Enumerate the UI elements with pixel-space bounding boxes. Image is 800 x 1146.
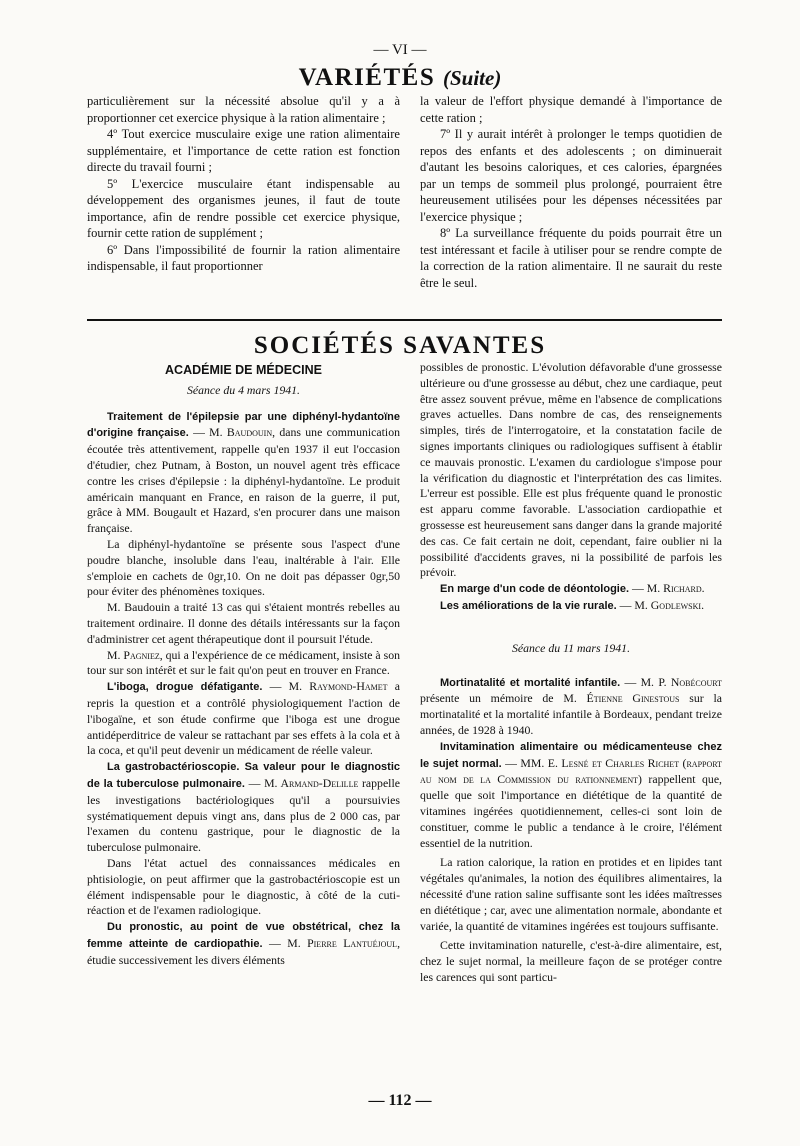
article-text: rappellent que, quelle que soit l'importance en diététique de la quantité de vitamines ingérées quotidiennement, celles-ci sont loin de constituer, comme le public a tendance à le croire, l'élément essentiel de la nutrition.: [420, 772, 723, 850]
paragraph: possibles de pronostic. L'évolution défavorable d'une grossesse ultérieure ou d'une grossesse au début, chez une cardiaque, peut être assez souvent prévue, même en l'absence de complications graves actuelles. Dans nombre de cas, des renseignements simples, tirés de l'interrogatoire, et la constatation facile de signes importants cliniques ou radiologiques suffisent à établir ce mauvais pronostic. L'examen du cardiologue s'impose pour la vérification du diagnostic et l'interprétation des cas limites. L'erreur est possible. Elle est plus fréquente quand le pronostic est apparu comme favorable. L'association cardiopathie et grossesse est heureusement sans danger dans la grande majorité des cas. Ce fait certain ne doit, cependant, faire oublier ni la possibilité d'accidents graves, ni la possibilité de parfois les prévoir.: [420, 360, 722, 580]
varietes-title-text: VARIÉTÉS: [298, 64, 436, 91]
article-epilepsie: Traitement de l'épilepsie par une diphényl-hydantoïne d'origine française. — M. Baudouin, dans une communication écoutée très attentivement, rappelle qu'en 1937 il eut l'occasion d'étudier, chez Putnam, à Boston, un nouvel agent très efficace contre les crises d'épilepsie : la diphényl-hydantoïne. Le produit américain manquant en France, en raison de la guerre, il put, grâce à MM. Bougault et Hazard, s'en procurer dans une maison française.: [87, 410, 400, 536]
article-rurale: Les améliorations de la vie rurale. — M. Godlewski.: [440, 597, 705, 612]
article-gastro: La gastrobactérioscopie. Sa valeur pour le diagnostic de la tuberculose pulmonaire. — M. Armand-Delille rappelle les investigations bactériologiques qu'il a poursuivies systématiquement depuis vingt ans, dans plus de 2 000 cas, par l'examen du contenu gastrique, pour le diagnostic de la tuberculose pulmonaire.: [87, 761, 400, 855]
paragraph: 4º Tout exercice musculaire exige une ration alimentaire supplémentaire, et l'importance de cette ration est fonction directe du travail fourni ;: [87, 127, 400, 174]
article-text: rappelle les investigations bactériologiques qu'il a poursuivies systématiquement depuis vingt ans, dans plus de 2 000 cas, par l'examen du contenu gastrique, pour le diagnostic de la tuberculose pulmonaire.: [87, 775, 400, 855]
varietes-right-column: [420, 93, 722, 291]
article-text: , dans une communication écoutée très attentivement, rappelle qu'en 1937 il eut l'occasion d'étudier, chez Putnam, à Boston, un nouvel agent très efficace contre les crises d'épilepsie : la diphényl-hydantoïne. Le produit américain manquant en France, en raison de la guerre, il put, grâce à MM. Bougault et Hazard, s'en procurer dans une maison française.: [87, 425, 400, 536]
folio-bottom: — 112 —: [368, 1092, 432, 1109]
article-text: , qui a l'expérience de ce médicament, insiste à son tour sur son intérêt et sur le fait qu'on peut en trouver en France.: [87, 647, 401, 678]
seance-date-1: Séance du 4 mars 1941.: [186, 382, 301, 397]
paragraph: la valeur de l'effort physique demandé à l'importance de cette ration ;: [420, 94, 722, 125]
section-title-varietes: [0, 64, 800, 92]
folio-top: — VI —: [373, 42, 427, 58]
article-author: M. Godlewski.: [634, 597, 705, 612]
article-title: En marge d'un code de déontologie.: [440, 583, 630, 596]
paragraph: Dans l'état actuel des connaissances médicales en phtisiologie, on peut affirmer que la gastrobactérioscopie est un élément indispensable pour le diagnostic, à côté de la cuti-réaction et de l'examen radiologique.: [87, 855, 400, 918]
paragraph: 6º Dans l'impossibilité de fournir la ration alimentaire indispensable, il faut proportionner: [87, 242, 400, 273]
section-divider: [87, 319, 722, 321]
paragraph: M. Baudouin a traité 13 cas qui s'étaient montrés rebelles au traitement ordinaire. Il donne des détails intéressants sur la façon d'administrer cet agent thérapeutique dont il poursuit l'étude.: [87, 600, 400, 646]
article-author: M. Raymond-Hamet: [288, 679, 388, 694]
article-author: M. P. Nobécourt: [640, 674, 722, 689]
article-author: M. Étienne Ginestous: [563, 691, 680, 706]
article-author: M. Richard.: [646, 581, 705, 596]
academie-heading: ACADÉMIE DE MÉDECINE: [165, 363, 322, 377]
article-title: Invitamination alimentaire ou médicamenteuse chez le sujet normal.: [420, 740, 722, 770]
paragraph: La diphényl-hydantoïne se présente sous l'aspect d'une poudre blanche, insoluble dans l'eau, inaltérable à l'air. Elle s'emploie en cachets de 0gr,10. On ne doit pas dépasser 0gr,50 pour éviter des phénomènes toxiques.: [87, 536, 400, 599]
paragraph: [87, 648, 400, 680]
article-pronostic: Du pronostic, au point de vue obstétrical, chez la femme atteinte de cardiopathie. — M. Pierre Lantuéjoul, étudie successivement les divers éléments: [87, 921, 401, 967]
article-author: M. Pierre Lantuéjoul: [287, 935, 398, 950]
paragraph: La ration calorique, la ration en protides et en lipides tant végétales qu'animales, la notion des équilibres alimentaires, la nécessité d'une ration saline suffisante sont les idées maîtresses en diététique ; car, avec une alimentation normale, abondante et variée, la quantité de vitamines ingérées est toujours suffisante.: [420, 855, 722, 933]
article-title: Mortinatalité et mortalité infantile.: [440, 676, 621, 689]
paragraph: particulièrement sur la nécessité absolue qu'il y a à proportionner cet exercice physique à la ration alimentaire ;: [87, 94, 400, 125]
societes-left-column: [87, 360, 400, 968]
article-invitamination: Invitamination alimentaire ou médicamenteuse chez le sujet normal. — MM. E. Lesné et Charles Richet (rapport au nom de la Commission du rationnement) rappellent que, quelle que soit l'importance en diététique de la quantité de vitamines ingérées quotidiennement, celles-ci sont loin de constituer, comme le public a tendance à le croire, l'élément essentiel de la nutrition.: [420, 740, 723, 850]
article-title: L'iboga, drogue défatigante.: [107, 681, 263, 694]
varietes-left-column: [87, 93, 400, 275]
article-title: Du pronostic, au point de vue obstétrical, chez la femme atteinte de cardiopathie.: [87, 921, 400, 950]
article-text: sur la mortinatalité et la mortalité infantile à Bordeaux, pendant treize années, de 1928 à 1940.: [420, 691, 722, 737]
article-author: M. Baudouin: [209, 425, 273, 440]
paragraph: Cette invitamination naturelle, c'est-à-dire alimentaire, est, chez le sujet normal, la meilleure façon de se protéger contre les carences qui sont particu-: [420, 938, 722, 984]
societes-right-column: [420, 360, 722, 986]
article-text: a repris la question et a contrôlé physiologiquement l'action de l'ibogaïne, et son étude confirme que l'iboga est une drogue antidéperditrice de valeur se rattachant par ses effets à la cola et à la coca, et qu'il peut devenir un médicament de réelle valeur.: [87, 679, 401, 758]
article-title: La gastrobactérioscopie. Sa valeur pour le diagnostic de la tuberculose pulmonaire.: [87, 761, 400, 790]
article-author: M. Pagniez: [107, 647, 160, 662]
article-title: Les améliorations de la vie rurale.: [440, 599, 617, 612]
paragraph: 8º La surveillance fréquente du poids pourrait être un test intéressant et facile à utiliser pour se rendre compte de la correction de la ration alimentaire. Il ne saurait du reste être le seul.: [420, 226, 722, 290]
article-deontologie: En marge d'un code de déontologie. — M. Richard.: [440, 581, 705, 596]
paragraph: 7º Il y aurait intérêt à prolonger le temps quotidien de repos des enfants et des adolescents ; on diminuerait d'autant les besoins caloriques, et ces calories, épargnées par un temps de sommeil plus prolongé, pourraient être heureusement utilisées pour les dépenses nécessitées par l'exercice physique ;: [420, 127, 722, 224]
article-author: M. Armand-Delille: [264, 775, 359, 790]
article-mortinatalite: Mortinatalité et mortalité infantile. — M. P. Nobécourt présente un mémoire de M. Étienne Ginestous sur la mortinatalité et la mortalité infantile à Bordeaux, pendant treize années, de 1928 à 1940.: [420, 674, 722, 737]
varietes-suite: (Suite): [443, 66, 502, 90]
section-title-societes: SOCIÉTÉS SAVANTES: [253, 332, 547, 359]
seance-date-2: Séance du 11 mars 1941.: [511, 640, 631, 655]
article-text: , étudie successivement les divers éléments: [87, 935, 401, 967]
article-text: présente un mémoire de: [420, 691, 564, 706]
paragraph: 5º L'exercice musculaire étant indispensable au développement des organismes jeunes, il faut de toute importance, afin de rendre possible cet exercice physique, fournir cette ration de supplément ;: [87, 176, 400, 240]
article-title: Traitement de l'épilepsie par une diphényl-hydantoïne d'origine française.: [87, 410, 400, 440]
article-author: MM. E. Lesné et Charles Richet (rapport au nom de la Commission du rationnement): [420, 755, 722, 787]
article-iboga: L'iboga, drogue défatigante. — M. Raymond-Hamet a repris la question et a contrôlé physiologiquement l'action de l'ibogaïne, et son étude confirme que l'iboga est une drogue antidéperditrice de valeur se rattachant par ses effets à la cola et à la coca, et qu'il peut devenir un médicament de réelle valeur.: [87, 679, 401, 758]
